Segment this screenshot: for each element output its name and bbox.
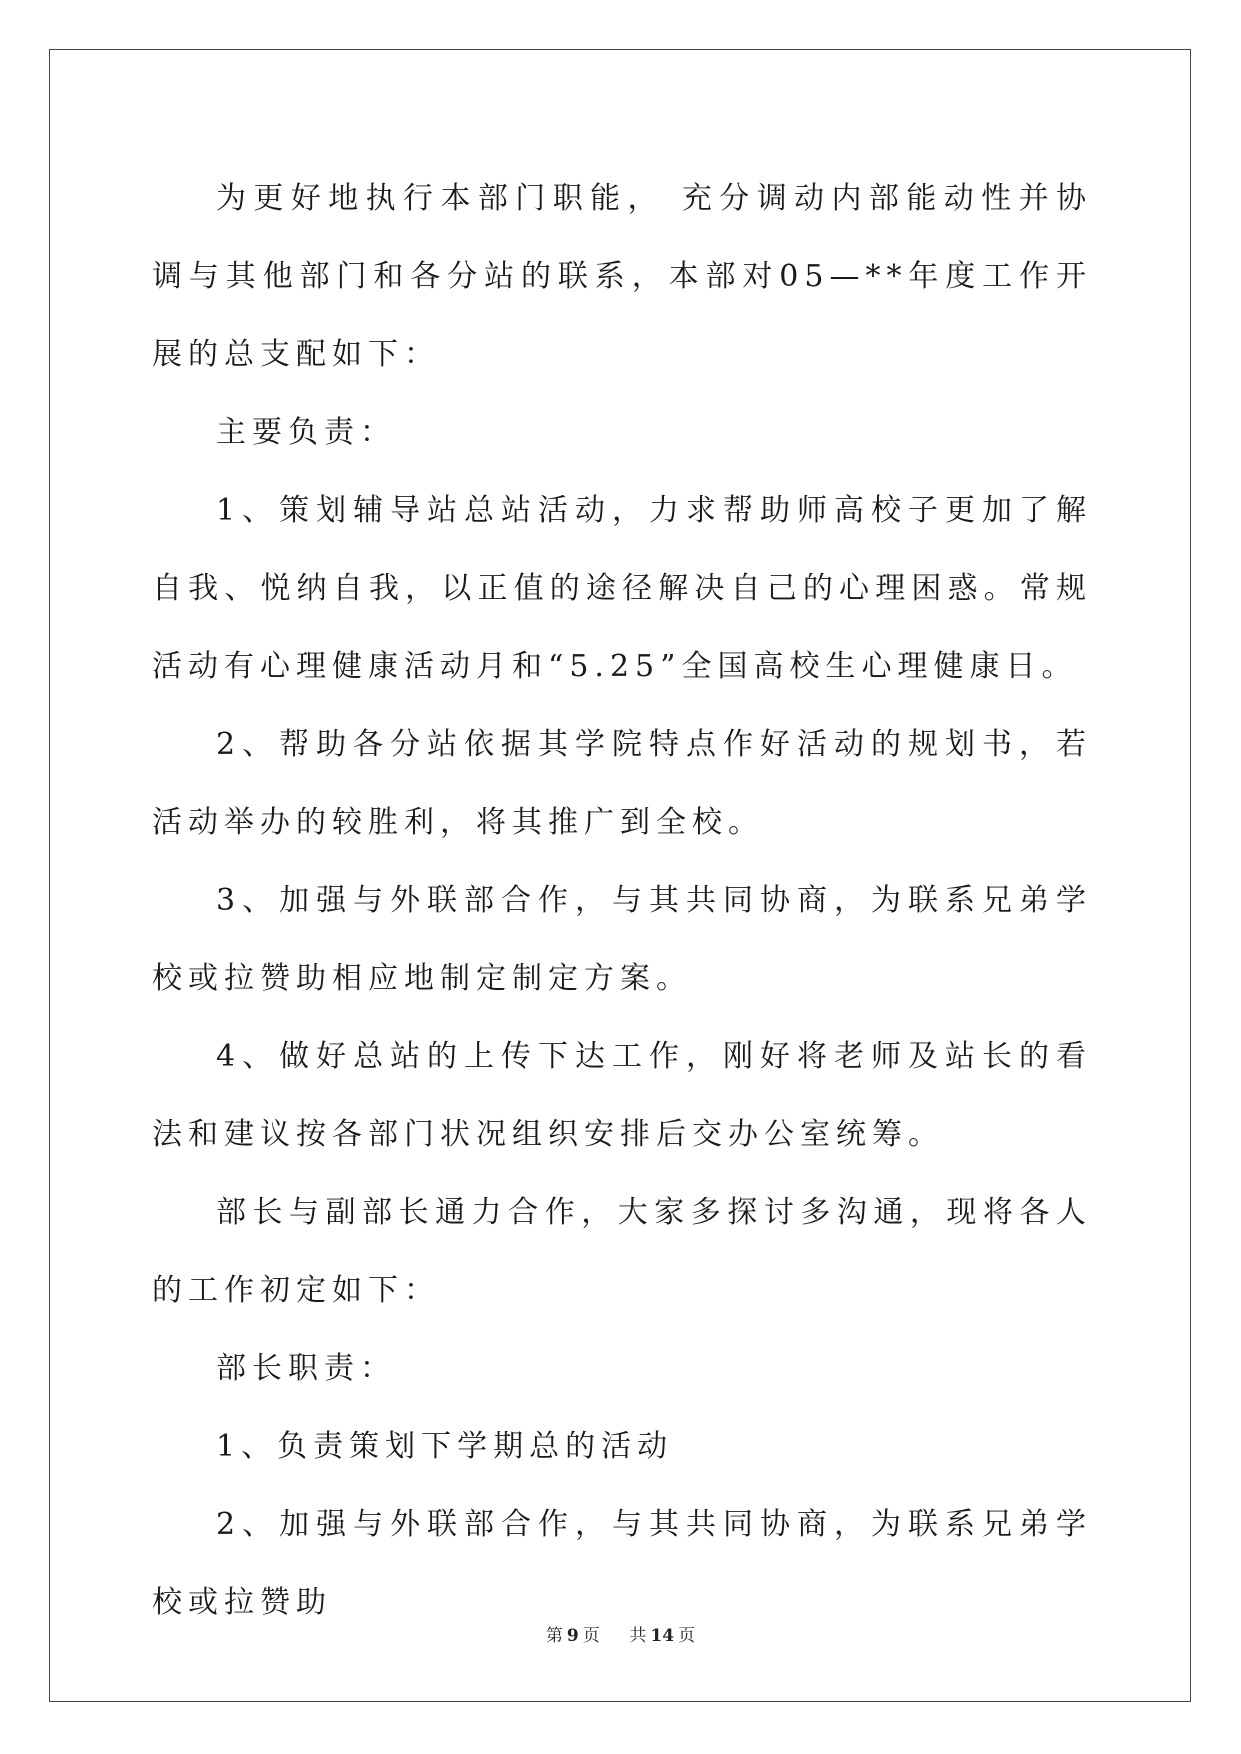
total-pages-label (627, 1626, 697, 1646)
paragraph-duty-3: 3、加强与外联部合作，与其共同协商，为联系兄弟学校或拉赞助相应地制定制定方案。 (152, 883, 1092, 996)
page-number: 9 (566, 1626, 579, 1646)
page-suffix: 页 (582, 1626, 600, 1646)
paragraph-cooperation: 部长与副部长通力合作，大家多探讨多沟通，现将各人的工作初定如下： (152, 1195, 1092, 1308)
paragraph-minister-duty-2: 2、加强与外联部合作，与其共同协商，为联系兄弟学校或拉赞助 (152, 1507, 1092, 1620)
paragraph-duty-4: 4、做好总站的上传下达工作，刚好将老师及站长的看法和建议按各部门状况组织安排后交办公室统筹。 (152, 1039, 1092, 1152)
page-prefix: 第 (545, 1626, 563, 1646)
page-number-label (544, 1626, 602, 1646)
paragraph-duty-2: 2、帮助各分站依据其学院特点作好活动的规划书，若活动举办的较胜利，将其推广到全校。 (152, 727, 1092, 840)
total-suffix: 页 (678, 1626, 696, 1646)
paragraph-minister-heading: 部长职责： (216, 1351, 396, 1386)
total-pages: 14 (650, 1626, 675, 1646)
document-body (152, 160, 1092, 1642)
paragraph-duty-1: 1、策划辅导站总站活动，力求帮助师高校子更加了解自我、悦纳自我，以正值的途径解决自己的心理困惑。常规活动有心理健康活动月和“5.25”全国高校生心理健康日。 (152, 493, 1092, 684)
paragraph-minister-duty-1: 1、负责策划下学期总的活动 (216, 1429, 674, 1464)
paragraph-intro: 为更好地执行本部门职能， 充分调动内部能动性并协调与其他部门和各分站的联系，本部对05—**年度工作开展的总支配如下： (152, 181, 1092, 372)
page-footer (0, 1621, 1241, 1646)
paragraph-main-duties-heading: 主要负责： (216, 415, 396, 450)
total-prefix: 共 (629, 1626, 647, 1646)
